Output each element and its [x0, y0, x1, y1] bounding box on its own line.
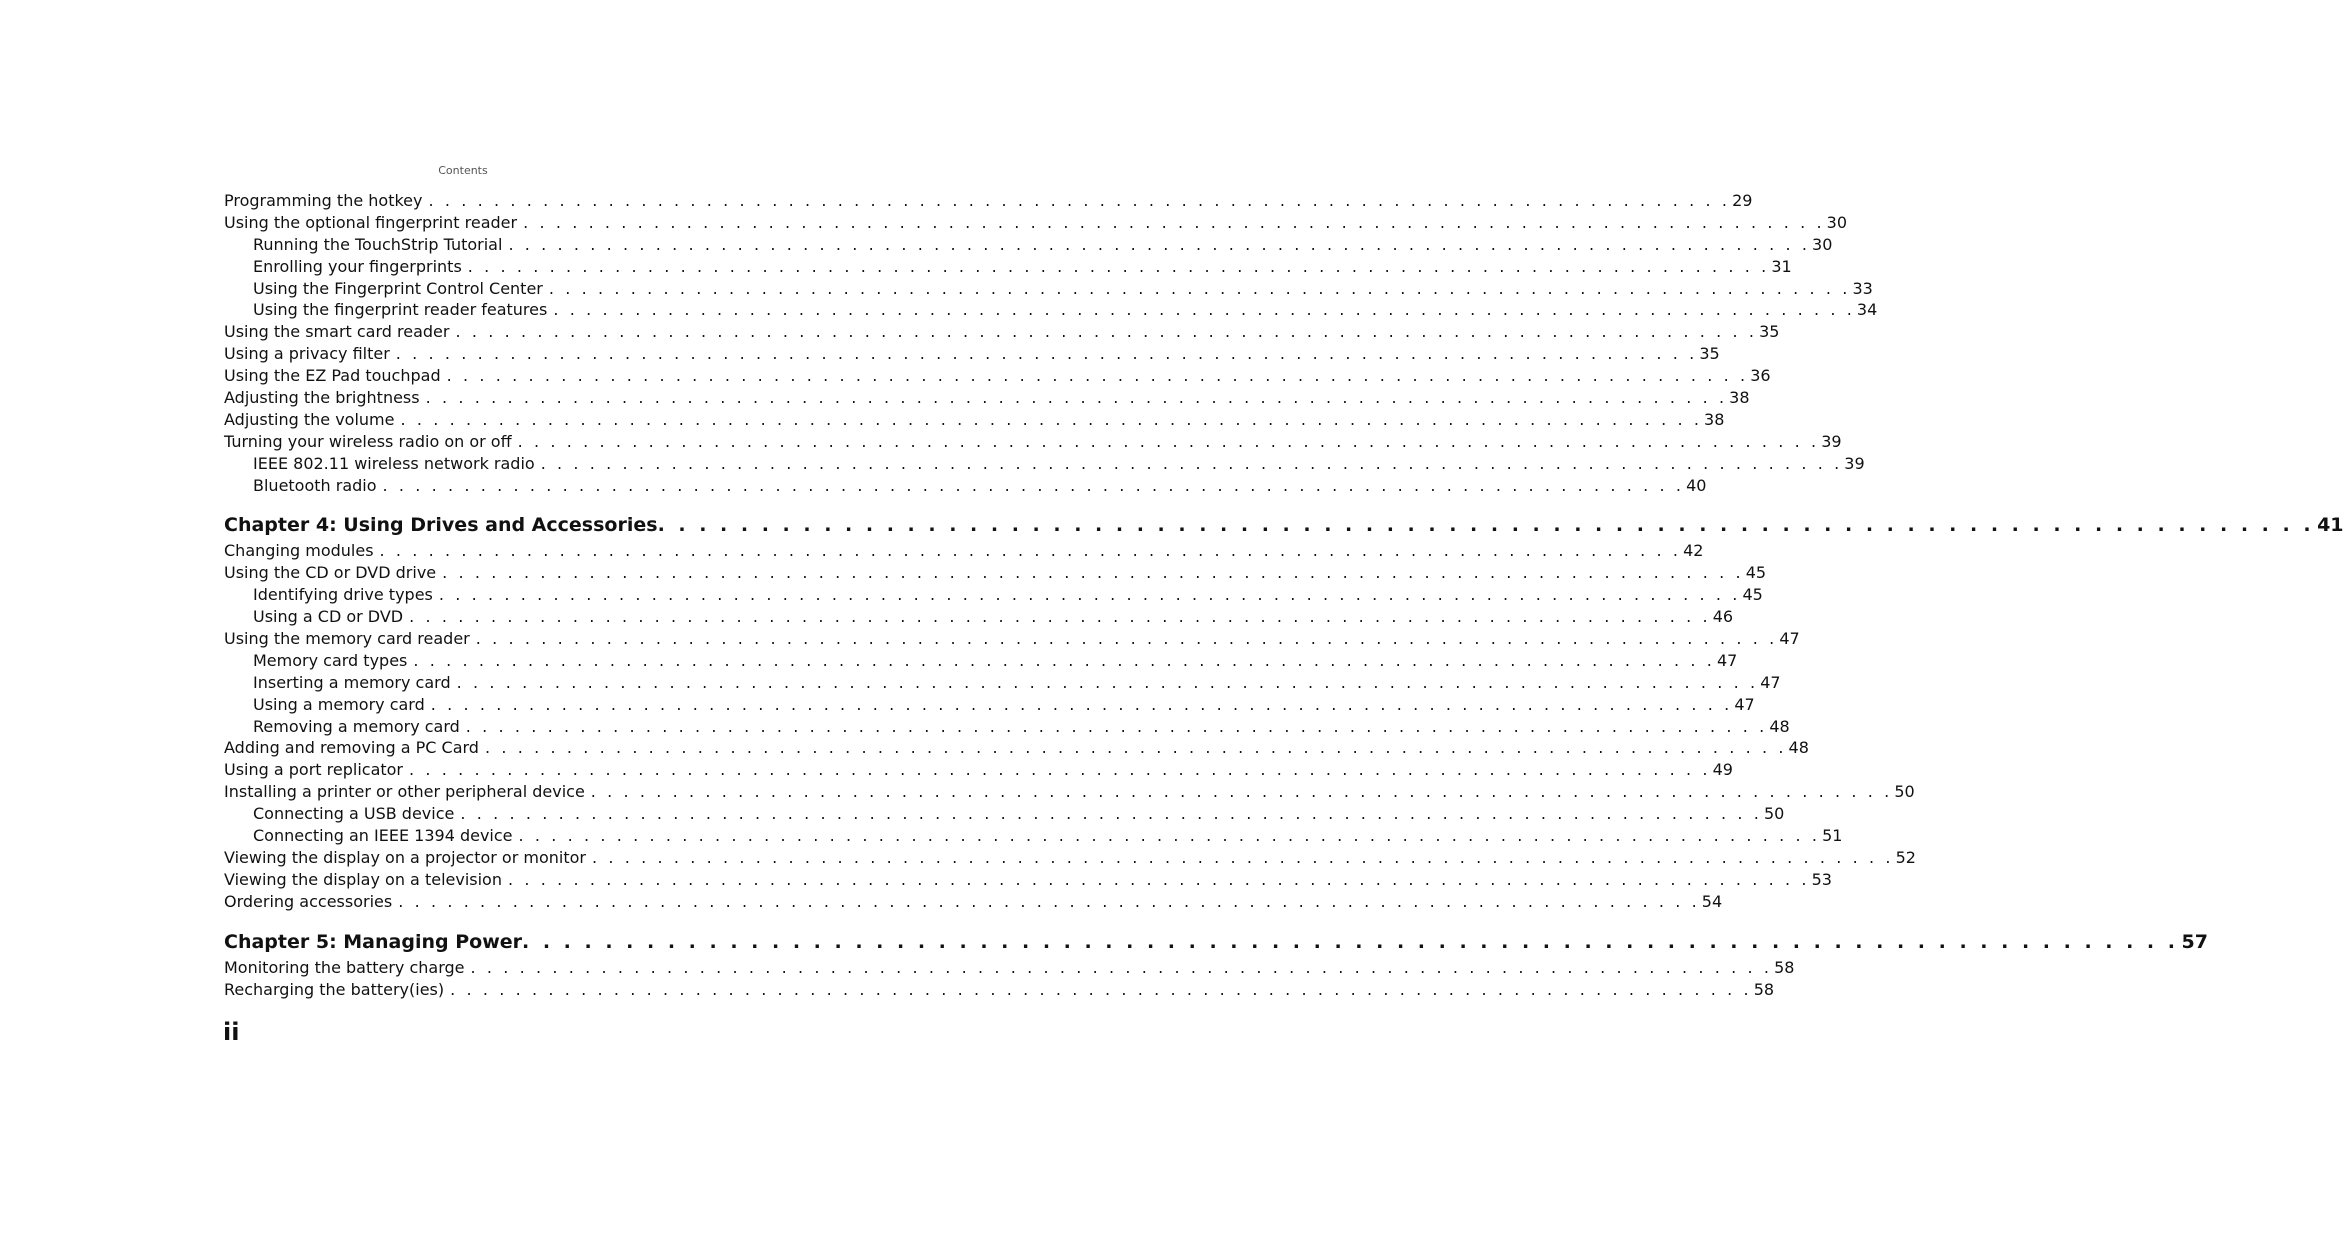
- toc-entry-title: Programming the hotkey: [224, 191, 423, 210]
- toc-entry-title: Adjusting the volume: [224, 409, 395, 429]
- toc-entry-title: Using a port replicator: [224, 760, 404, 780]
- toc-chapter-4[interactable]: [224, 510, 2344, 540]
- toc-entry-page-number: 45: [1742, 585, 1763, 605]
- toc-entry[interactable]: [224, 716, 1790, 738]
- dot-leader: . . . . . . . . . . . . . . . . . . . . . . . . . . . . . . . . . . . . . . . . . . . . . . . . . . . . . . . . . . . . . . . . . . . . . . . . . . . . . . . .: [379, 541, 1682, 561]
- toc-entry[interactable]: [224, 190, 1753, 212]
- toc-entry[interactable]: [224, 299, 1878, 321]
- toc-entry[interactable]: [224, 365, 1771, 387]
- dot-leader: . . . . . . . . . . . . . . . . . . . . . . . . . . . . . . . . . . . . . . . . . . . . . . . . . . . . . . . . . . . . . . . . . . . . . . . . . . . . . . . .: [409, 607, 1711, 627]
- toc-entry[interactable]: [224, 803, 1785, 825]
- toc-entry[interactable]: [224, 672, 1781, 694]
- toc-entry-title: Using the optional fingerprint reader: [224, 212, 518, 232]
- toc-entry-page-number: 45: [1745, 563, 1767, 583]
- chapter-page-number: 57: [2181, 930, 2208, 953]
- toc-entry[interactable]: [224, 431, 1842, 453]
- dot-leader: . . . . . . . . . . . . . . . . . . . . . . . . . . . . . . . . . . . . . . . . . . . . . . . . . . . . . . . . . . . . . . . . . . . . . . . . . . . . . . . .: [591, 847, 1894, 867]
- dot-leader: . . . . . . . . . . . . . . . . . . . . . . . . . . . . . . . . . . . . . . . . . . . . . . . . . . . . . . . . . . . . . . . . . . . . . . . . . . . . . . . .: [382, 475, 1685, 495]
- dot-leader: . . . . . . . . . . . . . . . . . . . . . . . . . . . . . . . . . . . . . . . . . . . . . . . . . . . . . . . . . . . . . . . . . . . . . . . . . . . . . . . .: [590, 782, 1893, 802]
- toc-entry[interactable]: [224, 891, 1723, 913]
- toc-entry[interactable]: [224, 212, 1848, 234]
- toc-entry-page-number: 35: [1699, 344, 1720, 364]
- toc-entry[interactable]: [224, 847, 1916, 869]
- dot-leader: . . . . . . . . . . . . . . . . . . . . . . . . . . . . . . . . . . . . . . . . . . . . . . . . . . . . . . . . . . . . . . . . . . . . . . . . . . . . . . . .: [395, 344, 1698, 364]
- toc-entry-page-number: 54: [1701, 891, 1723, 911]
- toc-entry-page-number: 49: [1712, 760, 1733, 780]
- toc-entry[interactable]: [224, 759, 1733, 781]
- dot-leader: . . . . . . . . . . . . . . . . . . . . . . . . . . . . . . . . . . . . . . . . . . . . . . . . . . . . . . . . . . . . . . . . . . . . . . . . . . . . . . . .: [450, 979, 1752, 999]
- toc-entry-page-number: 30: [1812, 234, 1833, 254]
- toc-entry[interactable]: [224, 979, 1775, 1001]
- dot-leader: . . . . . . . . . . . . . . . . . . . . . . . . . . . . . . . . . . . . . . . . . . . . . . . . . . . . . . . . . . . . . . . . . . . . . . . . . . . . . . . .: [540, 453, 1843, 473]
- toc-entry[interactable]: [224, 606, 1734, 628]
- toc-entry-page-number: 48: [1788, 738, 1809, 758]
- toc-entry-page-number: 47: [1760, 672, 1781, 692]
- toc-entry-title: Turning your wireless radio on or off: [224, 431, 512, 451]
- toc-entry[interactable]: [224, 540, 1704, 562]
- dot-leader: . . . . . . . . . . . . . . . . . . . . . . . . . . . . . . . . . . . . . . . . . . . . . . . . . . . . . . . . . . . . . . . . . . . . . . . . . . . . . . . .: [507, 869, 1810, 889]
- toc-entry-page-number: 39: [1821, 431, 1842, 451]
- toc-entry[interactable]: [224, 453, 1865, 475]
- toc-entry-page-number: 31: [1771, 256, 1792, 276]
- toc-entry-title: Inserting a memory card: [253, 672, 451, 692]
- toc-entry-title: IEEE 802.11 wireless network radio: [253, 453, 535, 473]
- toc-entry[interactable]: [224, 321, 1780, 343]
- toc-entry-page-number: 36: [1750, 366, 1771, 386]
- toc-entry-title: Bluetooth radio: [253, 475, 377, 495]
- toc-entry[interactable]: [224, 562, 1767, 584]
- dot-leader: . . . . . . . . . . . . . . . . . . . . . . . . . . . . . . . . . . . . . . . . . . . . . . . . . . . . . . . . . . . . . . . . . . . . . . . . . . . . . . . .: [398, 891, 1700, 911]
- dot-leader: . . . . . . . . . . . . . . . . . . . . . . . . . . . . . . . . . . . . . . . . . . . . . . . . . . . . . . . . . . . . . . . . . . . . . . . . . . . . . . . .: [460, 804, 1762, 824]
- dot-leader: . . . . . . . . . . . . . . . . . . . . . . . . . . . . . . . . . . . . . . . . . . . . . . . . . . . . . . . . . . . . . . . . . . . . . . . . . . . . . . . .: [518, 826, 1821, 846]
- toc-entry[interactable]: [224, 475, 1707, 497]
- dot-leader: . . . . . . . . . . . . . . . . . . . . . . . . . . . . . . . . . . . . . . . . . . . . . . . . . . . . . . . . . . . . . . . . . . . . . . . . . . . . . . . .: [484, 738, 1787, 758]
- dot-leader: . . . . . . . . . . . . . . . . . . . . . . . . . . . . . . . . . . . . . . . . . . . . . . . . . . . . . . . . . . . . . . . . . . . . . . . . . . . . . . . .: [438, 585, 1741, 605]
- toc-entry-title: Enrolling your fingerprints: [253, 256, 462, 276]
- toc-section-chapter5: [224, 957, 1795, 1001]
- toc-entry-page-number: 29: [1732, 191, 1753, 210]
- toc-entry[interactable]: [224, 694, 1755, 716]
- toc-chapter-5[interactable]: [224, 927, 2208, 957]
- toc-entry-page-number: 58: [1774, 957, 1795, 977]
- dot-leader: . . . . . . . . . . . . . . . . . . . . . . . . . . . . . . . . . . . . . . . . . . . . . . . . . . . . . . . . . . . . . . . . . . . . . . . . . . . . . . . .: [400, 409, 1703, 429]
- dot-leader: . . . . . . . . . . . . . . . . . . . . . . . . . . . . . . . . . . . . . . . . . . . . . . . . . . . . . . . . . . . . . . . . . . . . . . . . . . . . . . . .: [442, 563, 1744, 583]
- toc-entry-page-number: 42: [1683, 541, 1704, 561]
- chapter-title: Chapter 5: Managing Power: [224, 930, 522, 953]
- table-of-contents: [224, 190, 2344, 1000]
- toc-entry-title: Viewing the display on a television: [224, 869, 502, 889]
- toc-entry-title: Recharging the battery(ies): [224, 979, 445, 999]
- toc-entry[interactable]: [224, 650, 1738, 672]
- toc-entry-page-number: 48: [1769, 716, 1790, 736]
- toc-entry-title: Viewing the display on a projector or monitor: [224, 847, 586, 867]
- toc-entry-page-number: 47: [1734, 694, 1755, 714]
- toc-entry-page-number: 38: [1729, 388, 1750, 408]
- toc-entry[interactable]: [224, 869, 1832, 891]
- toc-entry[interactable]: [224, 781, 1915, 803]
- toc-entry-title: Connecting an IEEE 1394 device: [253, 826, 513, 846]
- toc-entry[interactable]: [224, 957, 1795, 979]
- dot-leader: . . . . . . . . . . . . . . . . . . . . . . . . . . . . . . . . . . . . . . . . . . . . . . . . . . . . . . . . . . . . . . . . . . . . . . . . . . . . . . . .: [553, 300, 1855, 320]
- dot-leader: . . . . . . . . . . . . . . . . . . . . . . . . . . . . . . . . . . . . . . . . . . . . . . . . . . . . . . . . . . . . . . . . . . . . . . . . . . . . . . . .: [425, 388, 1728, 408]
- toc-entry[interactable]: [224, 387, 1750, 409]
- toc-entry-title: Connecting a USB device: [253, 804, 455, 824]
- toc-entry-page-number: 30: [1826, 212, 1848, 232]
- chapter-page-number: 41: [2317, 514, 2344, 537]
- toc-entry-page-number: 50: [1763, 804, 1785, 824]
- toc-entry-page-number: 34: [1856, 300, 1878, 320]
- toc-entry-title: Using the Fingerprint Control Center: [253, 278, 543, 298]
- toc-entry-title: Running the TouchStrip Tutorial: [253, 234, 503, 254]
- toc-entry-title: Identifying drive types: [253, 585, 433, 605]
- chapter-title: Chapter 4: Using Drives and Accessories: [224, 514, 658, 537]
- dot-leader: . . . . . . . . . . . . . . . . . . . . . . . . . . . . . . . . . . . . . . . . . . . . . . . . . . . . . . . . . . . . . . . . . . . . . . . . . . . . . . . .: [465, 716, 1768, 736]
- toc-entry[interactable]: [224, 409, 1725, 431]
- toc-entry[interactable]: [224, 737, 1809, 759]
- toc-entry-title: Memory card types: [253, 650, 408, 670]
- toc-entry[interactable]: [224, 628, 1800, 650]
- toc-entry[interactable]: [224, 278, 1873, 300]
- toc-entry-page-number: 47: [1716, 650, 1738, 670]
- toc-entry-page-number: 53: [1811, 869, 1832, 889]
- toc-entry-title: Using the smart card reader: [224, 322, 450, 342]
- dot-leader: . . . . . . . . . . . . . . . . . . . . . . . . . . . . . . . . . . . . . . . . . . . . . . . . . . . . . . . . . . . . . . . . . . . . . . . . . . . . . . . .: [657, 514, 2315, 537]
- toc-entry[interactable]: [224, 584, 1763, 606]
- dot-leader: . . . . . . . . . . . . . . . . . . . . . . . . . . . . . . . . . . . . . . . . . . . . . . . . . . . . . . . . . . . . . . . . . . . . . . . . . . . . . . . .: [470, 957, 1773, 977]
- toc-entry-title: Using a privacy filter: [224, 344, 390, 364]
- toc-entry-page-number: 38: [1704, 409, 1725, 429]
- toc-entry[interactable]: [224, 343, 1720, 365]
- dot-leader: . . . . . . . . . . . . . . . . . . . . . . . . . . . . . . . . . . . . . . . . . . . . . . . . . . . . . . . . . . . . . . . . . . . . . . . . . . . . . . . .: [413, 650, 1715, 670]
- toc-entry-title: Using the CD or DVD drive: [224, 563, 437, 583]
- dot-leader: . . . . . . . . . . . . . . . . . . . . . . . . . . . . . . . . . . . . . . . . . . . . . . . . . . . . . . . . . . . . . . . . . . . . . . . . . . . . . . . .: [508, 234, 1811, 254]
- toc-entry-title: Adding and removing a PC Card: [224, 738, 479, 758]
- toc-section-chapter3-continued: [224, 190, 1878, 496]
- toc-entry-title: Monitoring the battery charge: [224, 957, 465, 977]
- toc-entry-page-number: 35: [1759, 322, 1780, 342]
- toc-entry-title: Using the fingerprint reader features: [253, 300, 548, 320]
- toc-entry-title: Using a CD or DVD: [253, 607, 404, 627]
- page-number: ii: [223, 1018, 240, 1046]
- dot-leader: . . . . . . . . . . . . . . . . . . . . . . . . . . . . . . . . . . . . . . . . . . . . . . . . . . . . . . . . . . . . . . . . . . . . . . . . . . . . . . . .: [475, 629, 1778, 649]
- toc-entry-page-number: 51: [1822, 826, 1843, 846]
- toc-entry-page-number: 50: [1894, 782, 1915, 802]
- toc-entry[interactable]: [224, 234, 1833, 256]
- toc-entry[interactable]: [224, 256, 1792, 278]
- toc-entry-page-number: 39: [1844, 453, 1865, 473]
- dot-leader: . . . . . . . . . . . . . . . . . . . . . . . . . . . . . . . . . . . . . . . . . . . . . . . . . . . . . . . . . . . . . . . . . . . . . . . . . . . . . . . .: [548, 278, 1851, 298]
- dot-leader: . . . . . . . . . . . . . . . . . . . . . . . . . . . . . . . . . . . . . . . . . . . . . . . . . . . . . . . . . . . . . . . . . . . . . . . . . . . . . . . .: [523, 212, 1825, 232]
- dot-leader: . . . . . . . . . . . . . . . . . . . . . . . . . . . . . . . . . . . . . . . . . . . . . . . . . . . . . . . . . . . . . . . . . . . . . . . . . . . . . . . .: [467, 256, 1770, 276]
- toc-entry-page-number: 58: [1753, 979, 1775, 999]
- dot-leader: . . . . . . . . . . . . . . . . . . . . . . . . . . . . . . . . . . . . . . . . . . . . . . . . . . . . . . . . . . . . . . . . . . . . . . . . . . . . . . . .: [409, 760, 1711, 780]
- dot-leader: . . . . . . . . . . . . . . . . . . . . . . . . . . . . . . . . . . . . . . . . . . . . . . . . . . . . . . . . . . . . . . . . . . . . . . . . . . . . . . . .: [430, 694, 1733, 714]
- dot-leader: . . . . . . . . . . . . . . . . . . . . . . . . . . . . . . . . . . . . . . . . . . . . . . . . . . . . . . . . . . . . . . . . . . . . . . . . . . . . . . . .: [455, 322, 1758, 342]
- toc-entry-title: Using the memory card reader: [224, 629, 470, 649]
- dot-leader: . . . . . . . . . . . . . . . . . . . . . . . . . . . . . . . . . . . . . . . . . . . . . . . . . . . . . . . . . . . . . . . . . . . . . . . . . . . . . . . .: [446, 366, 1749, 386]
- dot-leader: . . . . . . . . . . . . . . . . . . . . . . . . . . . . . . . . . . . . . . . . . . . . . . . . . . . . . . . . . . . . . . . . . . . . . . . . . . . . . . . .: [456, 672, 1759, 692]
- toc-entry-title: Removing a memory card: [253, 716, 460, 736]
- toc-entry-title: Adjusting the brightness: [224, 388, 420, 408]
- dot-leader: . . . . . . . . . . . . . . . . . . . . . . . . . . . . . . . . . . . . . . . . . . . . . . . . . . . . . . . . . . . . . . . . . . . . . . . . . . . . . . . .: [522, 930, 2179, 953]
- dot-leader: . . . . . . . . . . . . . . . . . . . . . . . . . . . . . . . . . . . . . . . . . . . . . . . . . . . . . . . . . . . . . . . . . . . . . . . . . . . . . . . .: [517, 431, 1820, 451]
- toc-entry-title: Changing modules: [224, 541, 374, 561]
- toc-entry-page-number: 47: [1779, 629, 1800, 649]
- toc-entry-page-number: 33: [1852, 278, 1873, 298]
- toc-section-chapter4: [224, 540, 1916, 912]
- toc-entry-page-number: 46: [1712, 607, 1734, 627]
- toc-entry-title: Using a memory card: [253, 694, 425, 714]
- running-header: Contents: [438, 164, 488, 177]
- toc-entry-page-number: 52: [1895, 847, 1916, 867]
- toc-entry-title: Installing a printer or other peripheral device: [224, 782, 585, 802]
- toc-entry-title: Using the EZ Pad touchpad: [224, 366, 441, 386]
- toc-entry-page-number: 40: [1686, 475, 1707, 495]
- dot-leader: . . . . . . . . . . . . . . . . . . . . . . . . . . . . . . . . . . . . . . . . . . . . . . . . . . . . . . . . . . . . . . . . . . . . . . . . . . . . . . . .: [428, 191, 1731, 210]
- toc-entry[interactable]: [224, 825, 1843, 847]
- toc-entry-title: Ordering accessories: [224, 891, 393, 911]
